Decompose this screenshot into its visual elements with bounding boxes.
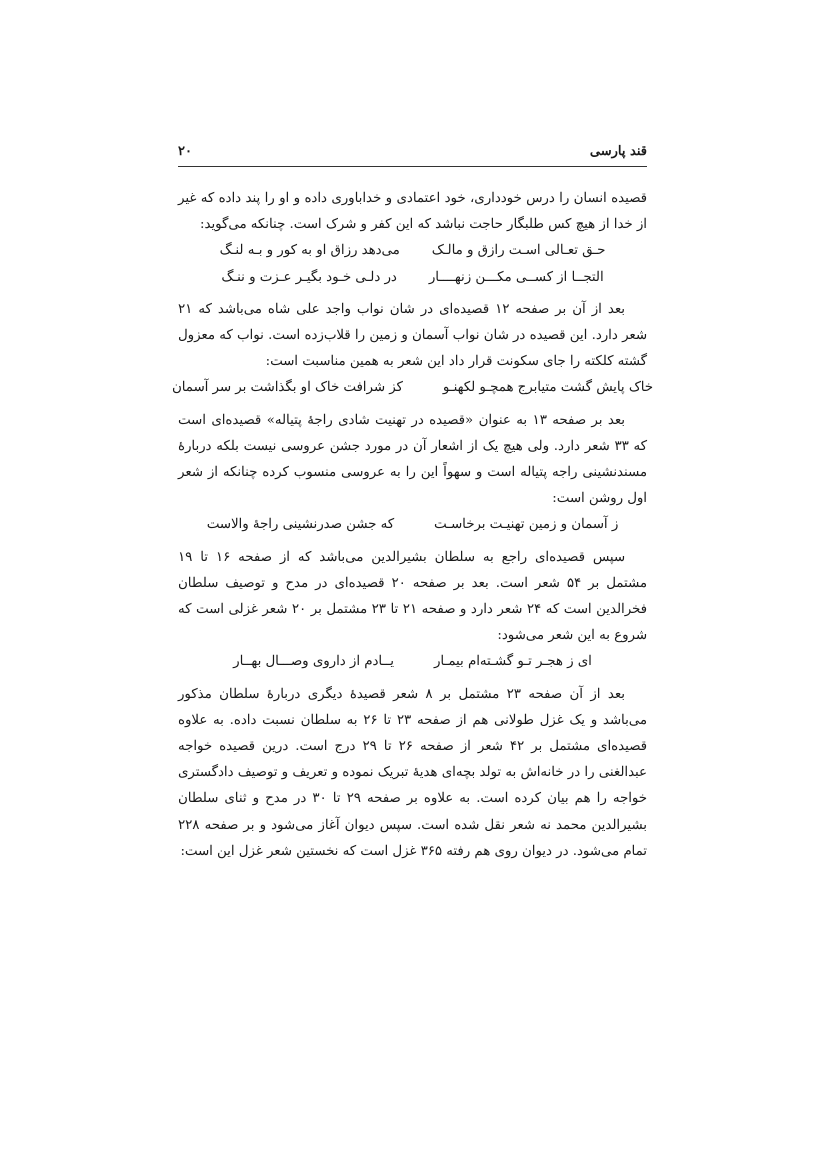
verse-3-first-hemistich: خاک پایش گشت متیابرج همچـو لکهنـو bbox=[442, 380, 654, 396]
verse-4-first-hemistich: ز آسمان و زمین تهنیـت برخاسـت bbox=[434, 517, 619, 533]
verse-couplet-1 bbox=[178, 238, 647, 264]
verse-1-second-hemistich: می‌دهد رزاق او به کور و بـه لنـگ bbox=[219, 243, 400, 259]
verse-1-first-hemistich: حـق تعـالی اسـت رازق و مالـک bbox=[431, 243, 606, 259]
verse-2-first-hemistich: التجــا از کســی مکـــن زنهــــار bbox=[428, 269, 604, 285]
verse-couplet-2 bbox=[178, 265, 647, 291]
paragraph-3: بعد بر صفحه ۱۳ به عنوان «قصیده در تهنیت شادی راجهٔ پتیاله» قصیده‌ای است که ۳۳ شعر دارد. ولی هیچ یک از اشعار آن در مورد جشن عروسی نیست بلکه دربارهٔ مسندنشینی راجه پتیاله است و سهواً این را به عروسی منسوب کرده چنانکه از شعر اول روشن است: bbox=[178, 412, 647, 507]
running-title: قند پارسی bbox=[589, 144, 647, 159]
verse-couplet-4 bbox=[178, 512, 647, 538]
verse-4-second-hemistich: که جشن صدرنشینی راجهٔ والاست bbox=[206, 517, 395, 533]
verse-5-first-hemistich: ای ز هجـر تـو گشـته‌ام بیمـار bbox=[433, 654, 592, 670]
paragraph-2: بعد از آن بر صفحه ۱۲ قصیده‌ای در شان نواب واجد علی شاه می‌باشد که ۲۱ شعر دارد. این قصیده در شان نواب آسمان و زمین را قلاب‌زده است. نواب که معزول گشته کلکته را جای سکونت قرار داد این شعر به همین مناسبت است: bbox=[178, 301, 647, 370]
verse-5-second-hemistich: یــادم از داروی وصـــال بهــار bbox=[233, 654, 394, 670]
running-header bbox=[178, 140, 647, 167]
paragraph-1: قصیده انسان را درس خودداری، خود اعتمادی و خداباوری داده و او را پند داده که غیر از خدا از هیچ کس طلبگار حاجت نباشد که این کفر و شرک است. چنانکه می‌گوید: bbox=[178, 191, 647, 233]
verse-3-second-hemistich: کز شرافت خاک او بگذاشت بر سر آسمان bbox=[171, 380, 403, 396]
verse-couplet-5 bbox=[178, 649, 647, 675]
verse-couplet-3 bbox=[171, 375, 654, 401]
verse-2-second-hemistich: در دلـی خـود بگیـر عـزت و ننـگ bbox=[221, 269, 397, 285]
body-text bbox=[171, 186, 654, 865]
page-number: ۲۰ bbox=[178, 144, 192, 159]
paragraph-4: سپس قصیده‌ای راجع به سلطان بشیرالدین می‌باشد که از صفحه ۱۶ تا ۱۹ مشتمل بر ۵۴ شعر است. بعد بر صفحه ۲۰ قصیده‌ای در مدح و توصیف سلطان فخرالدین است که ۲۴ شعر دارد و صفحه ۲۱ تا ۲۳ مشتمل بر ۲۰ شعر غزلی است که شروع به این شعر می‌شود: bbox=[178, 549, 647, 644]
paragraph-5: بعد از آن صفحه ۲۳ مشتمل بر ۸ شعر قصیدهٔ دیگری دربارهٔ سلطان مذکور می‌باشد و یک غزل طولانی هم از صفحه ۲۳ تا ۲۶ به سلطان نسبت داده. به علاوه قصیده‌ای مشتمل بر ۴۲ شعر از صفحه ۲۶ تا ۲۹ درج است. درین قصیده خواجه عبدالغنی را در خانه‌اش به تولد بچه‌ای هدیهٔ تبریک نموده و تعریف و توصیف دادگستری خواجه را هم بیان کرده است. به علاوه بر صفحه ۲۹ تا ۳۰ در مدح و ثنای سلطان بشیرالدین محمد نه شعر نقل شده است. سپس دیوان آغاز می‌شود و بر صفحه ۲۲۸ تمام می‌شود. در دیوان روی هم رفته ۳۶۵ غزل است که نخستین شعر غزل این است: bbox=[178, 686, 648, 859]
